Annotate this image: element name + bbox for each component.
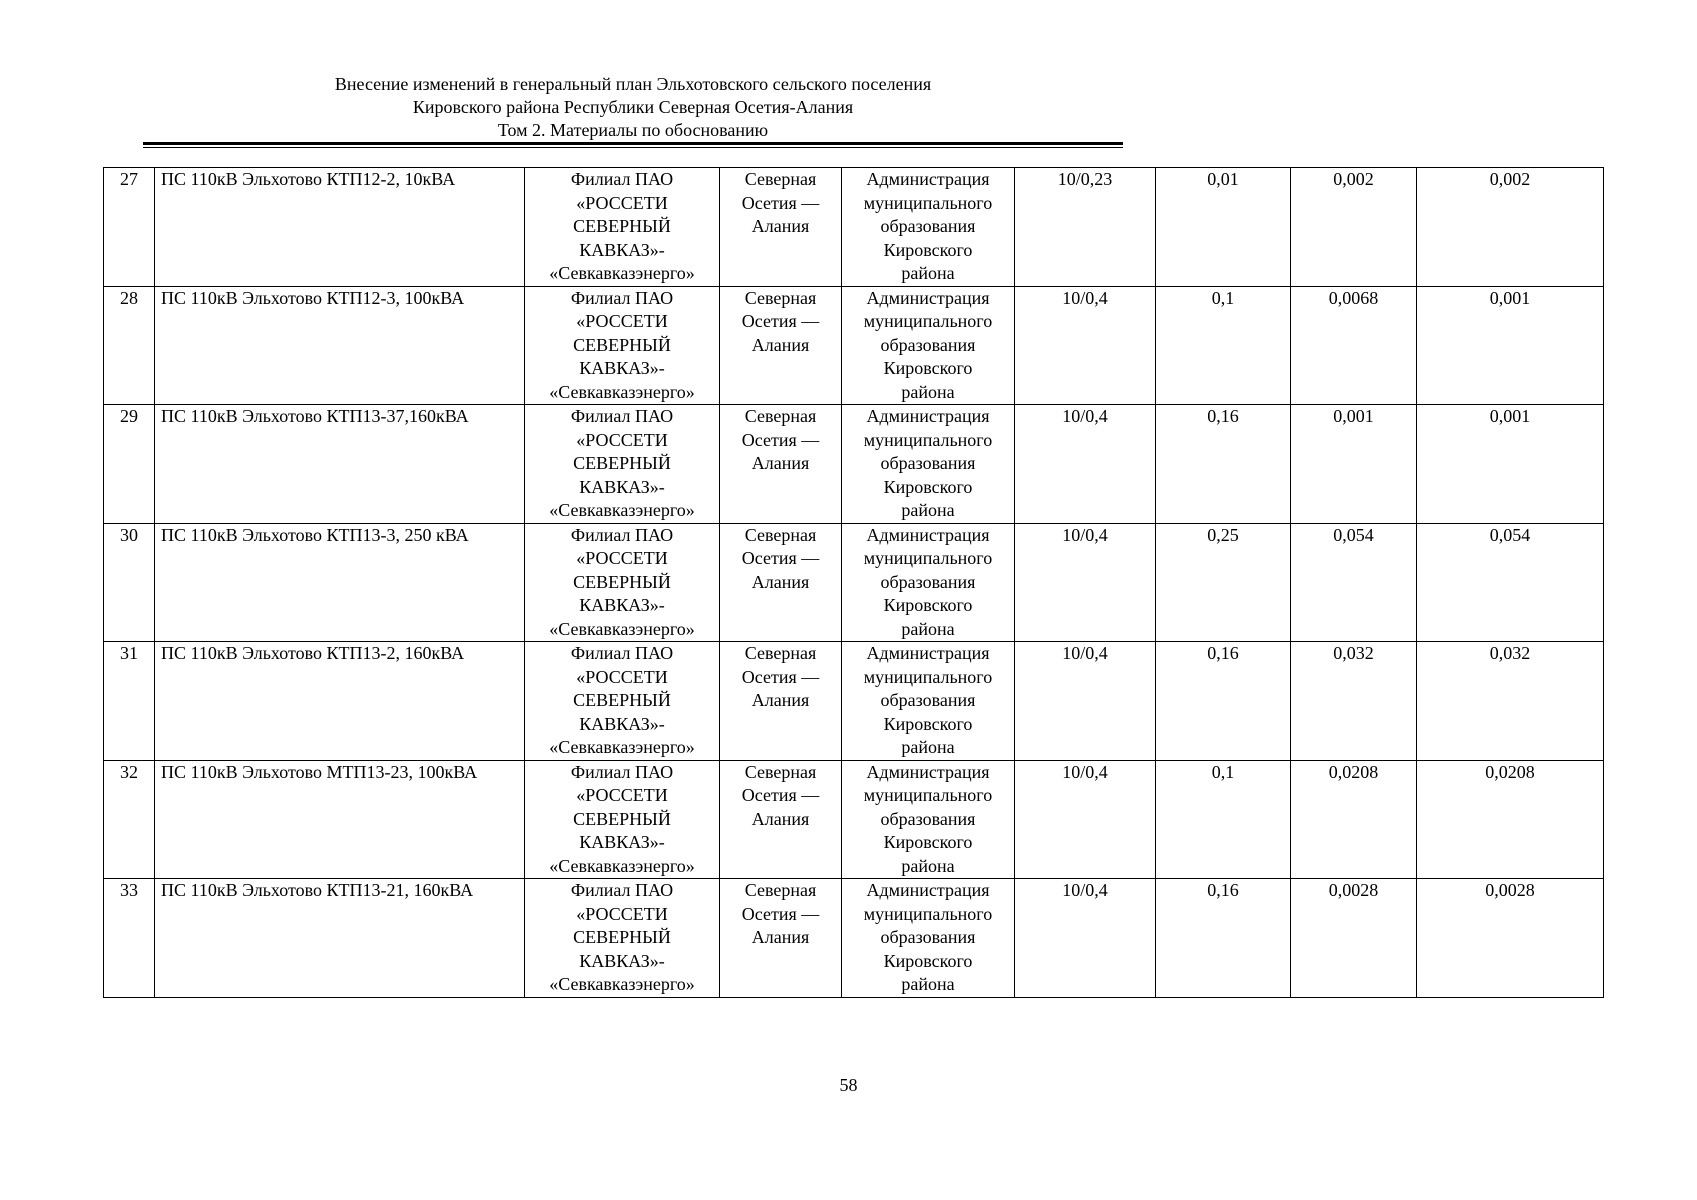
region-cell-line: Осетия — bbox=[741, 548, 820, 568]
administration-cell bbox=[842, 405, 1015, 524]
region-cell-line: Алания bbox=[751, 334, 810, 355]
owner-organization-cell bbox=[525, 405, 720, 524]
region-cell-line: Осетия — bbox=[741, 785, 820, 805]
owner-organization-cell bbox=[525, 286, 720, 405]
header-volume-line: Том 2. Материалы по обоснованию bbox=[497, 120, 769, 140]
owner-organization-cell bbox=[525, 760, 720, 879]
region-cell bbox=[720, 642, 842, 761]
owner-organization-cell-line: «Севкавказэнерго» bbox=[549, 855, 695, 876]
region-cell-line: Алания bbox=[751, 808, 810, 829]
voltage-cell: 10/0,4 bbox=[1015, 879, 1156, 998]
header-title-line-2: Кировского района Республики Северная Осетия-Алания bbox=[412, 97, 854, 117]
administration-cell bbox=[842, 286, 1015, 405]
region-cell bbox=[720, 286, 842, 405]
power-cell: 0,01 bbox=[1156, 168, 1291, 287]
page-number: 58 bbox=[839, 1075, 858, 1095]
table-row bbox=[104, 642, 1604, 761]
owner-organization-cell-line: СЕВЕРНЫЙ bbox=[573, 453, 671, 473]
administration-cell-line: муниципального bbox=[863, 548, 993, 568]
administration-cell-line: Администрация bbox=[866, 406, 990, 426]
load-cell: 0,002 bbox=[1291, 168, 1417, 287]
row-number-cell: 27 bbox=[104, 168, 155, 287]
administration-cell-line: Администрация bbox=[866, 643, 990, 663]
region-cell-line: Осетия — bbox=[741, 903, 820, 924]
table-row bbox=[104, 879, 1604, 998]
owner-organization-cell-line: СЕВЕРНЫЙ bbox=[573, 216, 671, 236]
administration-cell-line: муниципального bbox=[863, 666, 993, 687]
load-cell: 0,001 bbox=[1291, 405, 1417, 524]
owner-organization-cell bbox=[525, 642, 720, 761]
administration-cell-line: района bbox=[901, 263, 955, 283]
region-cell-line: Северная bbox=[744, 524, 817, 545]
load-cell: 0,0208 bbox=[1417, 760, 1604, 879]
administration-cell bbox=[842, 642, 1015, 761]
administration-cell-line: района bbox=[901, 381, 955, 402]
owner-organization-cell-line: КАВКАЗ»- bbox=[579, 476, 665, 497]
table-row bbox=[104, 168, 1604, 287]
administration-cell-line: района bbox=[901, 737, 955, 757]
row-number-cell: 30 bbox=[104, 523, 155, 642]
owner-organization-cell-line: КАВКАЗ»- bbox=[579, 595, 665, 615]
owner-organization-cell-line: «РОССЕТИ bbox=[576, 192, 668, 213]
administration-cell-line: образования bbox=[880, 571, 976, 592]
administration-cell-line: Кировского bbox=[883, 476, 973, 497]
substations-table bbox=[103, 167, 1604, 998]
owner-organization-cell-line: Филиал ПАО bbox=[570, 524, 674, 545]
region-cell bbox=[720, 760, 842, 879]
power-cell: 0,16 bbox=[1156, 642, 1291, 761]
power-cell: 0,1 bbox=[1156, 760, 1291, 879]
administration-cell-line: Кировского bbox=[883, 358, 973, 378]
substation-name-cell: ПС 110кВ Эльхотово КТП13-21, 160кВА bbox=[155, 879, 525, 998]
region-cell-line: Северная bbox=[744, 761, 817, 782]
owner-organization-cell bbox=[525, 168, 720, 287]
region-cell-line: Северная bbox=[744, 169, 817, 189]
owner-organization-cell-line: «Севкавказэнерго» bbox=[549, 381, 695, 402]
row-number-cell: 33 bbox=[104, 879, 155, 998]
row-number-cell: 31 bbox=[104, 642, 155, 761]
administration-cell-line: образования bbox=[880, 453, 976, 473]
owner-organization-cell-line: КАВКАЗ»- bbox=[579, 239, 665, 260]
administration-cell-line: Администрация bbox=[866, 169, 990, 189]
substation-name-cell: ПС 110кВ Эльхотово МТП13-23, 100кВА bbox=[155, 760, 525, 879]
region-cell bbox=[720, 879, 842, 998]
administration-cell-line: Администрация bbox=[866, 880, 990, 900]
administration-cell-line: муниципального bbox=[863, 429, 993, 450]
owner-organization-cell-line: «РОССЕТИ bbox=[576, 903, 668, 924]
administration-cell-line: Кировского bbox=[883, 595, 973, 615]
owner-organization-cell-line: «РОССЕТИ bbox=[576, 548, 668, 568]
administration-cell-line: Кировского bbox=[883, 832, 973, 852]
owner-organization-cell-line: СЕВЕРНЫЙ bbox=[573, 690, 671, 710]
owner-organization-cell-line: Филиал ПАО bbox=[570, 643, 674, 663]
administration-cell-line: муниципального bbox=[863, 903, 993, 924]
administration-cell-line: района bbox=[901, 855, 955, 876]
table-row bbox=[104, 760, 1604, 879]
owner-organization-cell bbox=[525, 523, 720, 642]
administration-cell bbox=[842, 760, 1015, 879]
administration-cell-line: муниципального bbox=[863, 785, 993, 805]
owner-organization-cell-line: КАВКАЗ»- bbox=[579, 950, 665, 971]
administration-cell-line: Кировского bbox=[883, 950, 973, 971]
region-cell-line: Осетия — bbox=[741, 429, 820, 450]
region-cell bbox=[720, 523, 842, 642]
region-cell-line: Алания bbox=[751, 927, 810, 947]
region-cell-line: Северная bbox=[744, 287, 817, 308]
owner-organization-cell-line: КАВКАЗ»- bbox=[579, 713, 665, 734]
region-cell-line: Алания bbox=[751, 216, 810, 236]
administration-cell-line: Администрация bbox=[866, 761, 990, 782]
owner-organization-cell-line: Филиал ПАО bbox=[570, 169, 674, 189]
load-cell: 0,032 bbox=[1291, 642, 1417, 761]
owner-organization-cell-line: СЕВЕРНЫЙ bbox=[573, 808, 671, 829]
owner-organization-cell-line: «Севкавказэнерго» bbox=[549, 500, 695, 520]
row-number-cell: 29 bbox=[104, 405, 155, 524]
voltage-cell: 10/0,4 bbox=[1015, 405, 1156, 524]
administration-cell-line: образования bbox=[880, 216, 976, 236]
table-row bbox=[104, 523, 1604, 642]
administration-cell-line: Кировского bbox=[883, 713, 973, 734]
administration-cell bbox=[842, 879, 1015, 998]
substation-name-cell: ПС 110кВ Эльхотово КТП13-2, 160кВА bbox=[155, 642, 525, 761]
region-cell-line: Осетия — bbox=[741, 311, 820, 331]
administration-cell-line: образования bbox=[880, 808, 976, 829]
region-cell-line: Северная bbox=[744, 643, 817, 663]
substation-name-cell: ПС 110кВ Эльхотово КТП12-2, 10кВА bbox=[155, 168, 525, 287]
region-cell-line: Алания bbox=[751, 690, 810, 710]
voltage-cell: 10/0,4 bbox=[1015, 760, 1156, 879]
owner-organization-cell-line: Филиал ПАО bbox=[570, 287, 674, 308]
row-number-cell: 32 bbox=[104, 760, 155, 879]
load-cell: 0,001 bbox=[1417, 405, 1604, 524]
region-cell-line: Северная bbox=[744, 880, 817, 900]
power-cell: 0,16 bbox=[1156, 879, 1291, 998]
administration-cell bbox=[842, 168, 1015, 287]
voltage-cell: 10/0,23 bbox=[1015, 168, 1156, 287]
power-cell: 0,16 bbox=[1156, 405, 1291, 524]
owner-organization-cell-line: СЕВЕРНЫЙ bbox=[573, 927, 671, 947]
owner-organization-cell-line: СЕВЕРНЫЙ bbox=[573, 571, 671, 592]
administration-cell-line: образования bbox=[880, 927, 976, 947]
voltage-cell: 10/0,4 bbox=[1015, 523, 1156, 642]
owner-organization-cell-line: «РОССЕТИ bbox=[576, 311, 668, 331]
region-cell-line: Осетия — bbox=[741, 666, 820, 687]
owner-organization-cell-line: «Севкавказэнерго» bbox=[549, 618, 695, 639]
load-cell: 0,032 bbox=[1417, 642, 1604, 761]
substation-name-cell: ПС 110кВ Эльхотово КТП13-3, 250 кВА bbox=[155, 523, 525, 642]
administration-cell-line: Администрация bbox=[866, 287, 990, 308]
administration-cell bbox=[842, 523, 1015, 642]
load-cell: 0,0068 bbox=[1291, 286, 1417, 405]
administration-cell-line: муниципального bbox=[863, 192, 993, 213]
owner-organization-cell bbox=[525, 879, 720, 998]
region-cell-line: Осетия — bbox=[741, 192, 820, 213]
owner-organization-cell-line: «РОССЕТИ bbox=[576, 429, 668, 450]
load-cell: 0,0028 bbox=[1291, 879, 1417, 998]
owner-organization-cell-line: Филиал ПАО bbox=[570, 406, 674, 426]
table-row bbox=[104, 405, 1604, 524]
owner-organization-cell-line: Филиал ПАО bbox=[570, 880, 674, 900]
administration-cell-line: муниципального bbox=[863, 311, 993, 331]
owner-organization-cell-line: КАВКАЗ»- bbox=[579, 358, 665, 378]
load-cell: 0,054 bbox=[1291, 523, 1417, 642]
administration-cell-line: Администрация bbox=[866, 524, 990, 545]
substation-name-cell: ПС 110кВ Эльхотово КТП13-37,160кВА bbox=[155, 405, 525, 524]
administration-cell-line: образования bbox=[880, 690, 976, 710]
load-cell: 0,001 bbox=[1417, 286, 1604, 405]
administration-cell-line: Кировского bbox=[883, 239, 973, 260]
voltage-cell: 10/0,4 bbox=[1015, 286, 1156, 405]
region-cell bbox=[720, 405, 842, 524]
owner-organization-cell-line: Филиал ПАО bbox=[570, 761, 674, 782]
table-row bbox=[104, 286, 1604, 405]
row-number-cell: 28 bbox=[104, 286, 155, 405]
owner-organization-cell-line: «Севкавказэнерго» bbox=[549, 263, 695, 283]
region-cell bbox=[720, 168, 842, 287]
owner-organization-cell-line: СЕВЕРНЫЙ bbox=[573, 334, 671, 355]
header-divider-thick bbox=[143, 142, 1123, 145]
administration-cell-line: района bbox=[901, 974, 955, 994]
voltage-cell: 10/0,4 bbox=[1015, 642, 1156, 761]
region-cell-line: Алания bbox=[751, 453, 810, 473]
region-cell-line: Северная bbox=[744, 406, 817, 426]
owner-organization-cell-line: «РОССЕТИ bbox=[576, 666, 668, 687]
owner-organization-cell-line: КАВКАЗ»- bbox=[579, 832, 665, 852]
load-cell: 0,0028 bbox=[1417, 879, 1604, 998]
load-cell: 0,0208 bbox=[1291, 760, 1417, 879]
power-cell: 0,1 bbox=[1156, 286, 1291, 405]
region-cell-line: Алания bbox=[751, 571, 810, 592]
administration-cell-line: образования bbox=[880, 334, 976, 355]
owner-organization-cell-line: «Севкавказэнерго» bbox=[549, 974, 695, 994]
header-title-line-1: Внесение изменений в генеральный план Эльхотовского сельского поселения bbox=[334, 74, 932, 94]
owner-organization-cell-line: «РОССЕТИ bbox=[576, 785, 668, 805]
administration-cell-line: района bbox=[901, 500, 955, 520]
load-cell: 0,002 bbox=[1417, 168, 1604, 287]
header-divider-thin bbox=[143, 147, 1123, 148]
load-cell: 0,054 bbox=[1417, 523, 1604, 642]
administration-cell-line: района bbox=[901, 618, 955, 639]
substation-name-cell: ПС 110кВ Эльхотово КТП12-3, 100кВА bbox=[155, 286, 525, 405]
owner-organization-cell-line: «Севкавказэнерго» bbox=[549, 737, 695, 757]
power-cell: 0,25 bbox=[1156, 523, 1291, 642]
document-header bbox=[143, 73, 1123, 142]
